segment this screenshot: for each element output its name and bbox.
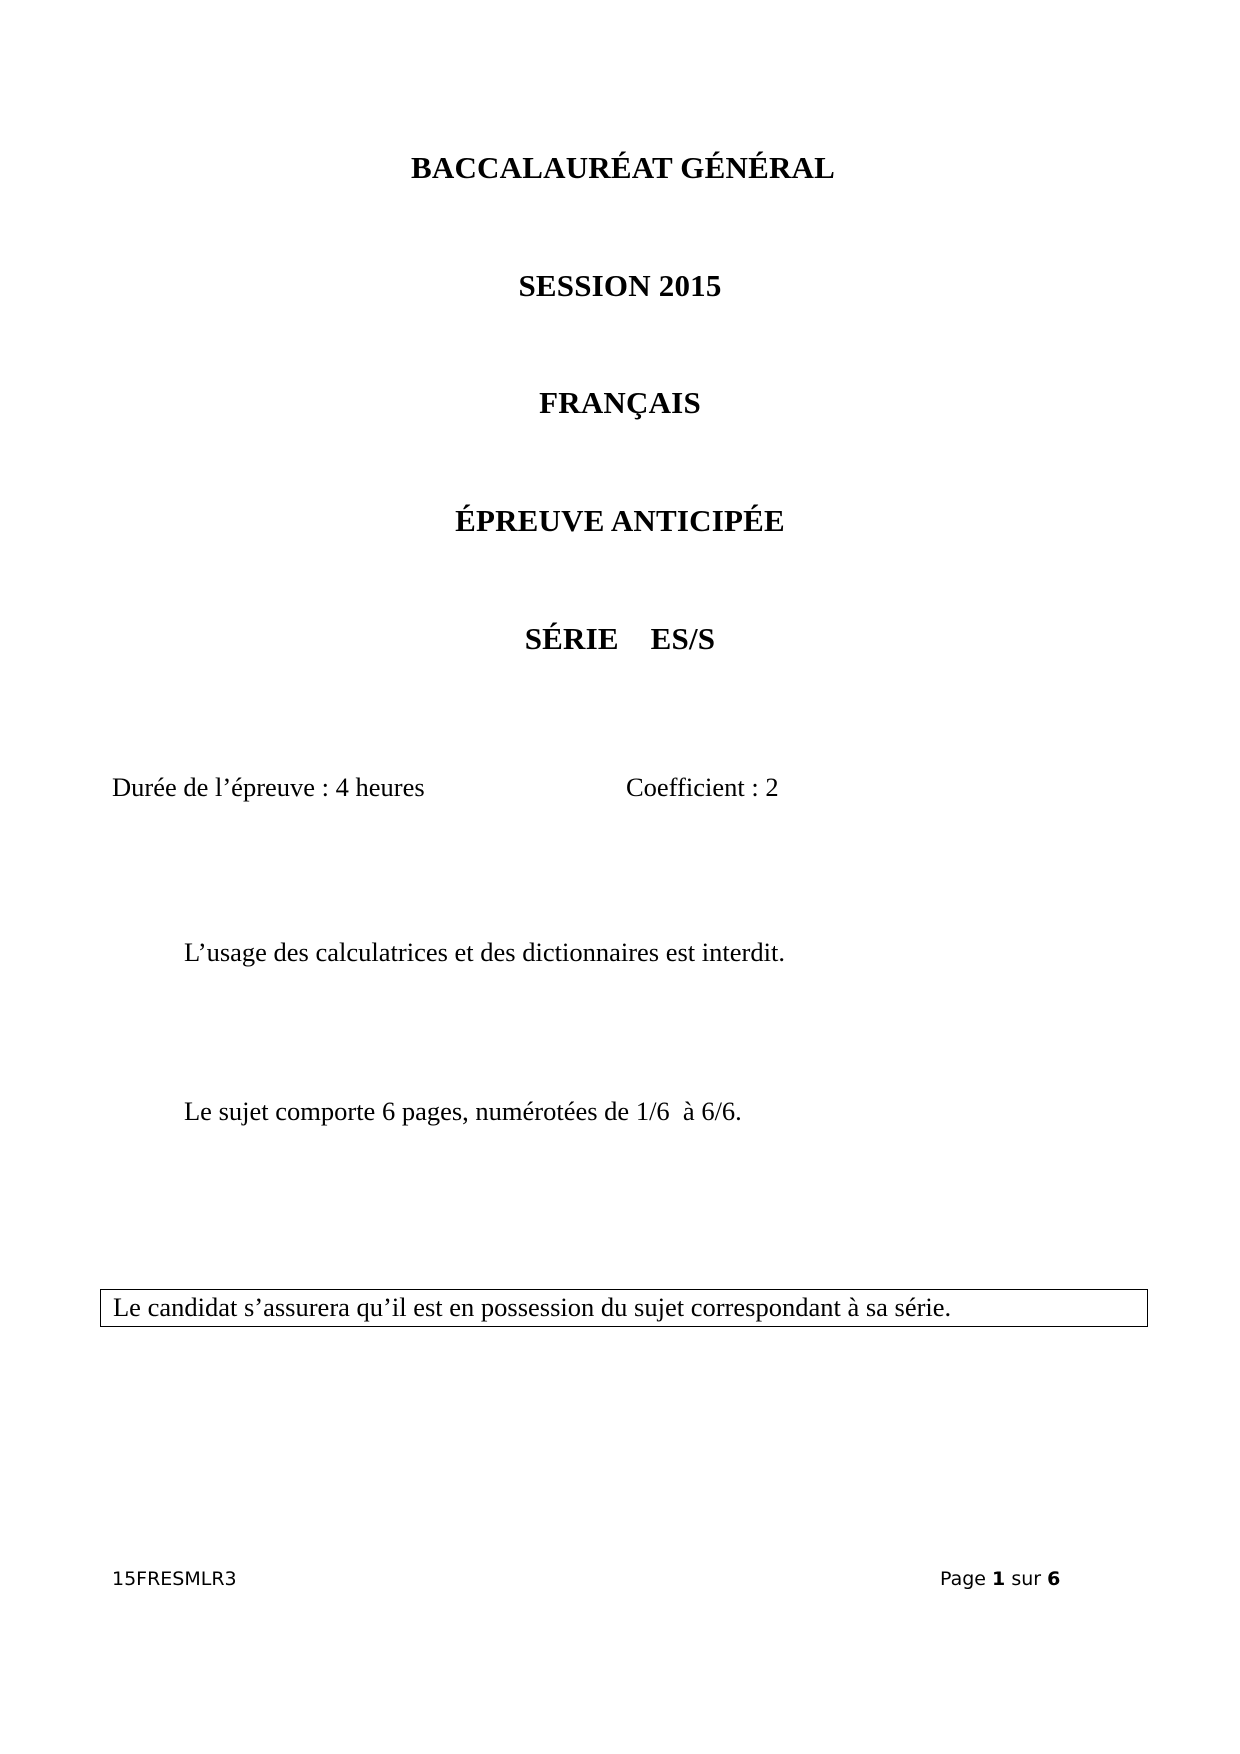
candidate-notice-box	[100, 1289, 1148, 1327]
exam-title: BACCALAURÉAT GÉNÉRAL	[411, 150, 835, 185]
page-current: 1	[992, 1568, 1006, 1590]
candidate-notice-text: Le candidat s’assurera qu’il est en possession du sujet correspondant à sa série.	[113, 1292, 952, 1322]
page-count-rule: Le sujet comporte 6 pages, numérotées de 1/6 à 6/6.	[184, 1096, 742, 1126]
page-prefix: Page	[940, 1568, 986, 1590]
page-separator: sur	[1011, 1568, 1042, 1590]
series-heading: SÉRIE ES/S	[524, 621, 716, 656]
page-total: 6	[1047, 1568, 1061, 1590]
page-number	[940, 1567, 1060, 1591]
exam-type-heading: ÉPREUVE ANTICIPÉE	[455, 503, 785, 538]
document-reference: 15FRESMLR3	[112, 1568, 237, 1590]
session-heading: SESSION 2015	[518, 268, 722, 303]
exam-duration: Durée de l’épreuve : 4 heures	[112, 772, 425, 802]
subject-heading: FRANÇAIS	[539, 385, 701, 420]
calculator-rule: L’usage des calculatrices et des dictionnaires est interdit.	[184, 937, 785, 967]
exam-coefficient: Coefficient : 2	[626, 772, 779, 802]
